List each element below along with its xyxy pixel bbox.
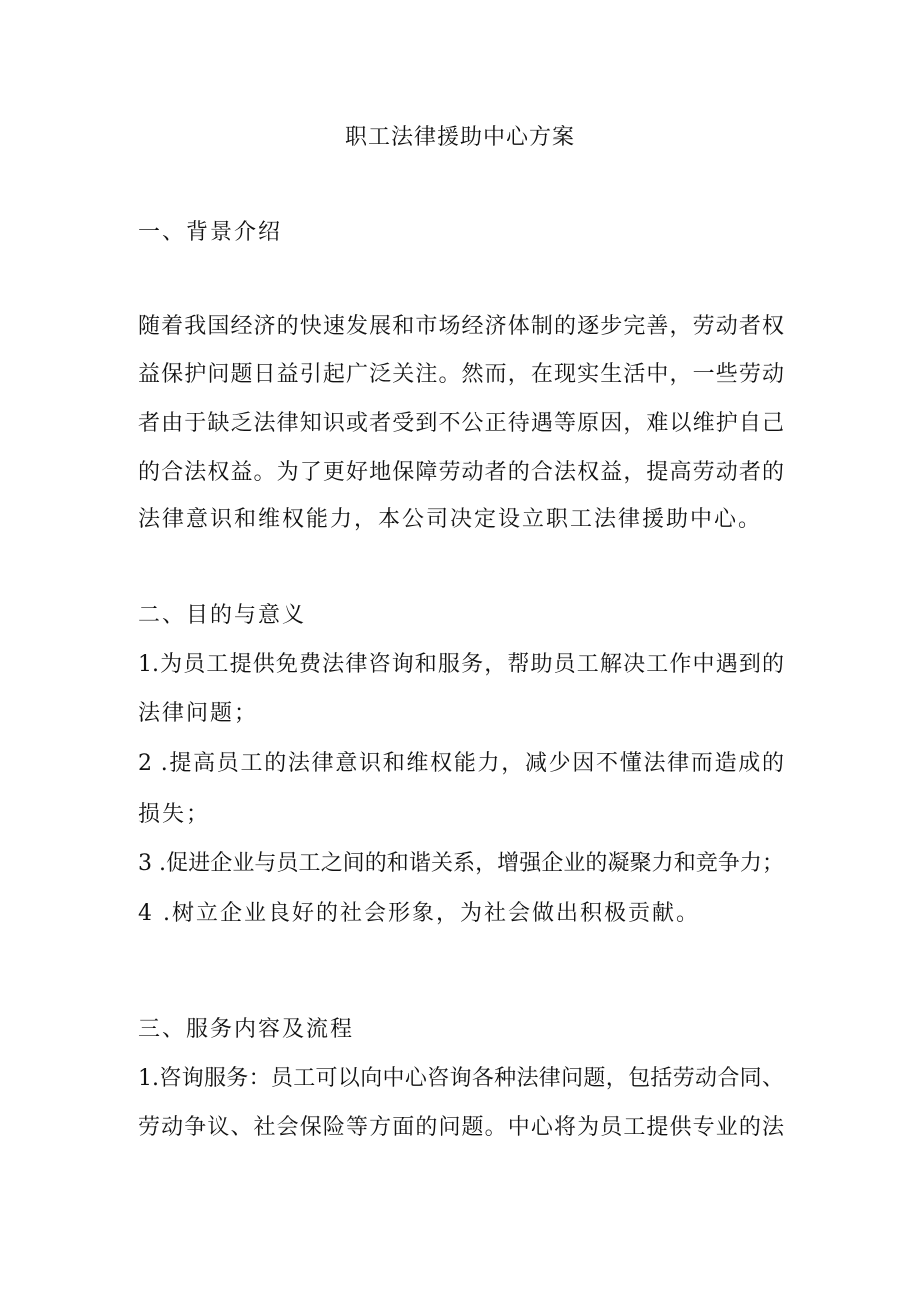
- list-item-line: 2 .提高员工的法律意识和维权能力，减少因不懂法律而造成的: [138, 751, 784, 776]
- list-item-line: 4 .树立企业良好的社会形象，为社会做出积极贡献。: [138, 901, 700, 926]
- list-item-line: 3 .促进企业与员工之间的和谐关系，增强企业的凝聚力和竞争力；: [138, 851, 784, 876]
- list-item-line: 1.为员工提供免费法律咨询和服务，帮助员工解决工作中遇到的: [138, 652, 784, 677]
- section-heading-purpose: 二、目的与意义: [138, 603, 307, 628]
- list-item-line: 1.咨询服务：员工可以向中心咨询各种法律问题，包括劳动合同、: [138, 1066, 784, 1091]
- paragraph-line: 益保护问题日益引起广泛关注。然而，在现实生活中，一些劳动: [138, 362, 784, 387]
- list-item-line: 损失；: [138, 802, 211, 827]
- section-heading-background: 一、背景介绍: [138, 220, 283, 245]
- paragraph-line: 的合法权益。为了更好地保障劳动者的合法权益，提高劳动者的: [138, 460, 784, 485]
- section-heading-services: 三、服务内容及流程: [138, 1017, 355, 1042]
- paragraph-line: 随着我国经济的快速发展和市场经济体制的逐步完善，劳动者权: [138, 314, 784, 339]
- paragraph-line: 者由于缺乏法律知识或者受到不公正待遇等原因，难以维护自己: [138, 411, 784, 436]
- paragraph-line: 法律意识和维权能力，本公司决定设立职工法律援助中心。: [138, 507, 763, 532]
- document-title: 职工法律援助中心方案: [344, 125, 575, 150]
- list-item-line: 劳动争议、社会保险等方面的问题。中心将为员工提供专业的法: [138, 1115, 784, 1140]
- list-item-line: 法律问题；: [138, 701, 259, 726]
